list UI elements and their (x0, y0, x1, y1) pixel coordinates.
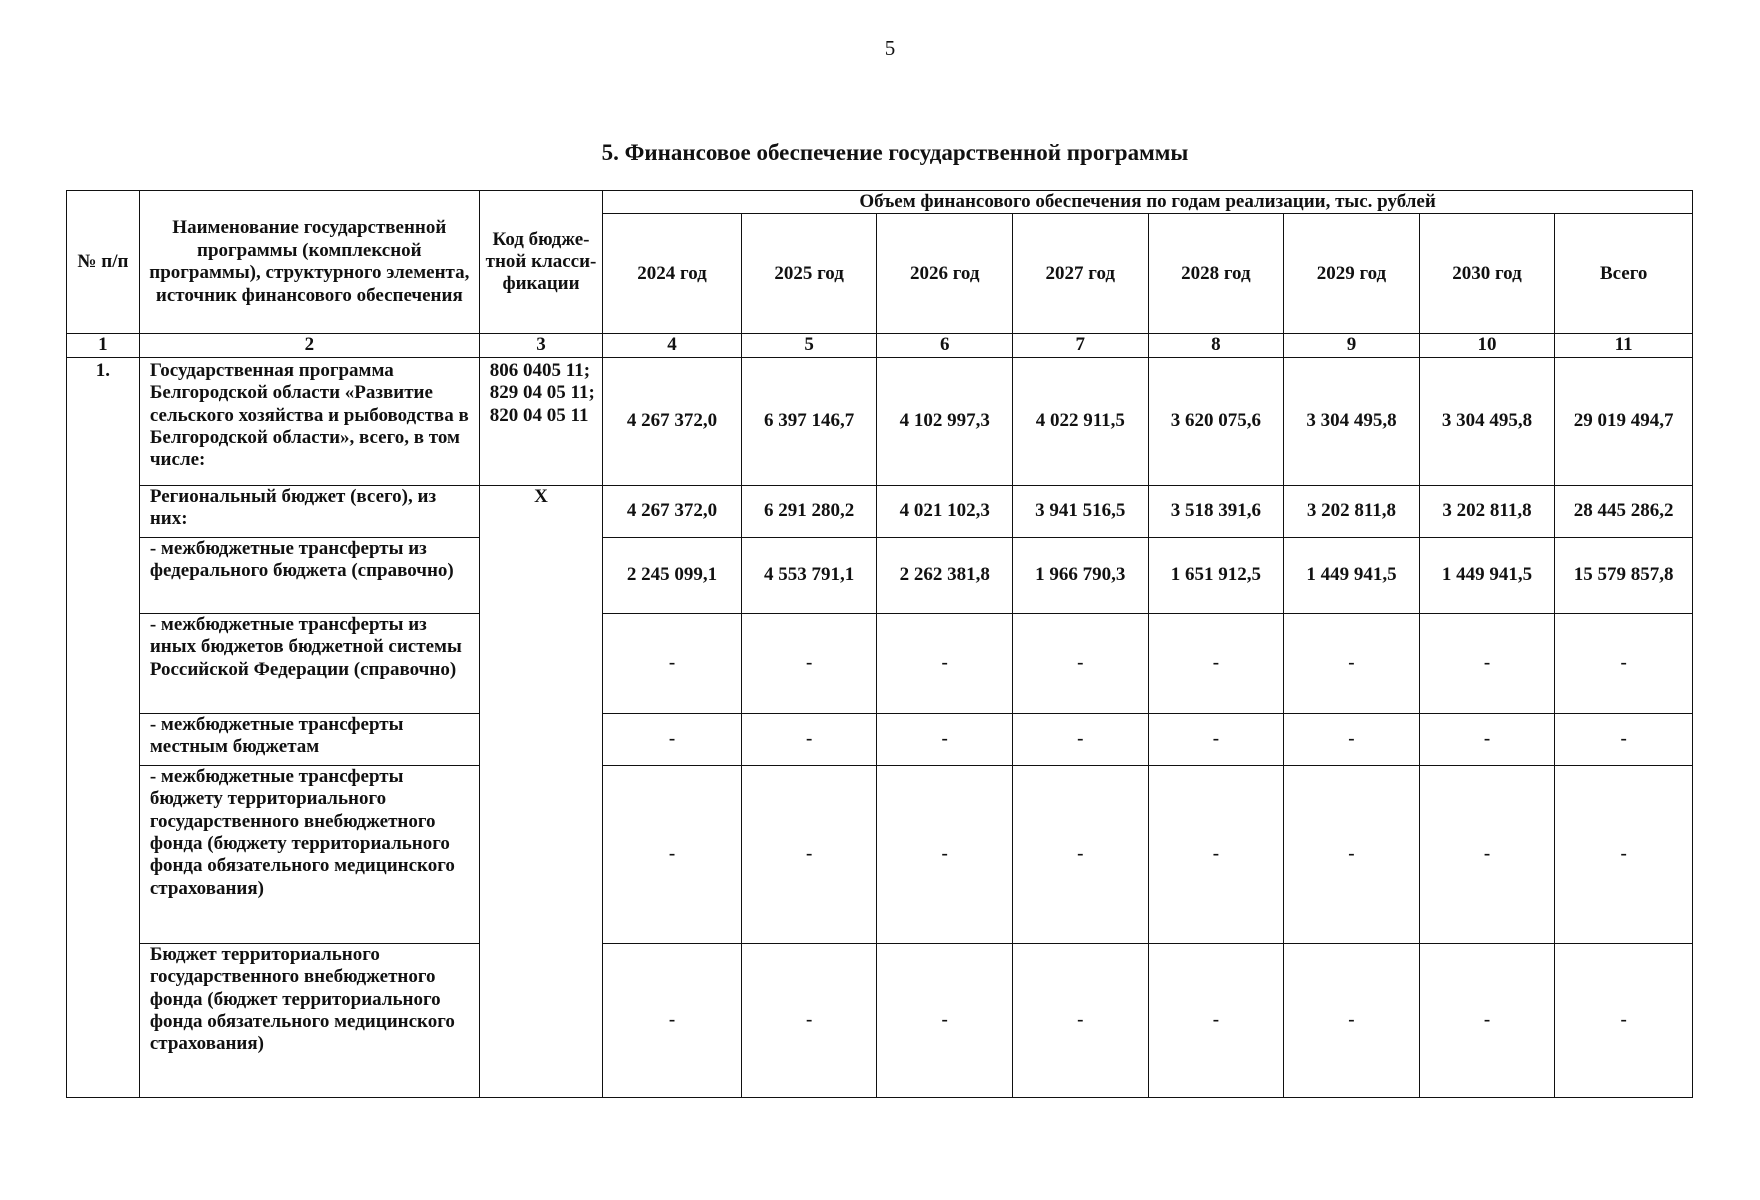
value-cell: 3 304 495,8 (1419, 357, 1555, 485)
column-number: 8 (1148, 334, 1284, 357)
value-cell: - (1419, 613, 1555, 713)
value-cell: - (1419, 943, 1555, 1097)
header-year: 2027 год (1013, 214, 1149, 334)
value-cell: 3 518 391,6 (1148, 485, 1284, 537)
row-code: Х (479, 485, 602, 1097)
value-cell: 29 019 494,7 (1555, 357, 1693, 485)
value-cell: 4 267 372,0 (603, 357, 742, 485)
column-number: 3 (479, 334, 602, 357)
value-cell: - (1555, 943, 1693, 1097)
value-cell: - (741, 613, 877, 713)
value-cell: 1 651 912,5 (1148, 537, 1284, 613)
value-cell: 1 449 941,5 (1284, 537, 1420, 613)
header-year: 2029 год (1284, 214, 1420, 334)
header-code: Код бюдже-тной класси-фикации (479, 191, 602, 334)
row-name: - межбюджетные трансферты из федерального бюджета (справочно) (139, 537, 479, 613)
value-cell: 1 966 790,3 (1013, 537, 1149, 613)
value-cell: - (1013, 765, 1149, 943)
value-cell: - (1148, 765, 1284, 943)
value-cell: - (741, 713, 877, 765)
table-row (67, 357, 1693, 485)
header-year: 2026 год (877, 214, 1013, 334)
row-name: Региональный бюджет (всего), из них: (139, 485, 479, 537)
value-cell: - (877, 943, 1013, 1097)
table-row (67, 613, 1693, 713)
value-cell: - (1013, 943, 1149, 1097)
row-name: - межбюджетные трансферты местным бюджетам (139, 713, 479, 765)
value-cell: - (603, 943, 742, 1097)
value-cell: - (1555, 613, 1693, 713)
value-cell: 6 291 280,2 (741, 485, 877, 537)
value-cell: 15 579 857,8 (1555, 537, 1693, 613)
value-cell: 28 445 286,2 (1555, 485, 1693, 537)
header-year: 2028 год (1148, 214, 1284, 334)
column-number: 9 (1284, 334, 1420, 357)
table-row (67, 713, 1693, 765)
value-cell: 3 202 811,8 (1419, 485, 1555, 537)
value-cell: - (1284, 613, 1420, 713)
row-name: - межбюджетные трансферты бюджету территориального государственного внебюджетного фонда (бюджету территориального фонда обязательного медицинского страхования) (139, 765, 479, 943)
value-cell: - (1419, 713, 1555, 765)
value-cell: - (1013, 613, 1149, 713)
value-cell: - (1284, 713, 1420, 765)
value-cell: 3 620 075,6 (1148, 357, 1284, 485)
column-number: 11 (1555, 334, 1693, 357)
value-cell: - (741, 765, 877, 943)
value-cell: - (1148, 613, 1284, 713)
value-cell: 3 202 811,8 (1284, 485, 1420, 537)
value-cell: - (877, 713, 1013, 765)
value-cell: - (1555, 765, 1693, 943)
value-cell: 4 553 791,1 (741, 537, 877, 613)
value-cell: - (603, 765, 742, 943)
table-row (67, 765, 1693, 943)
column-number: 4 (603, 334, 742, 357)
value-cell: - (1148, 943, 1284, 1097)
financing-table (66, 190, 1693, 1098)
page-title: 5. Финансовое обеспечение государственной программы (601, 140, 1189, 165)
column-number: 10 (1419, 334, 1555, 357)
value-cell: - (1284, 765, 1420, 943)
page-number: 5 (884, 36, 896, 60)
value-cell: - (741, 943, 877, 1097)
row-name: Государственная программа Белгородской области «Развитие сельского хозяйства и рыбоводства в Белгородской области», всего, в том числе: (139, 357, 479, 485)
value-cell: - (1555, 713, 1693, 765)
column-number: 7 (1013, 334, 1149, 357)
value-cell: - (603, 613, 742, 713)
value-cell: - (877, 613, 1013, 713)
header-num: № п/п (67, 191, 140, 334)
value-cell: 2 262 381,8 (877, 537, 1013, 613)
value-cell: 3 941 516,5 (1013, 485, 1149, 537)
value-cell: - (1148, 713, 1284, 765)
value-cell: 4 021 102,3 (877, 485, 1013, 537)
column-number: 1 (67, 334, 140, 357)
value-cell: 4 267 372,0 (603, 485, 742, 537)
column-number: 6 (877, 334, 1013, 357)
header-total: Всего (1555, 214, 1693, 334)
value-cell: 6 397 146,7 (741, 357, 877, 485)
row-code: 806 0405 11; 829 04 05 11; 820 04 05 11 (479, 357, 602, 485)
value-cell: 4 102 997,3 (877, 357, 1013, 485)
table-row (67, 485, 1693, 537)
value-cell: 4 022 911,5 (1013, 357, 1149, 485)
header-name: Наименование государственной программы (комплексной программы), структурного элемента, источник финансового обеспечения (139, 191, 479, 334)
value-cell: - (1284, 943, 1420, 1097)
value-cell: - (603, 713, 742, 765)
value-cell: 3 304 495,8 (1284, 357, 1420, 485)
table-row (67, 943, 1693, 1097)
column-number: 5 (741, 334, 877, 357)
value-cell: 2 245 099,1 (603, 537, 742, 613)
header-year: 2025 год (741, 214, 877, 334)
value-cell: 1 449 941,5 (1419, 537, 1555, 613)
header-volume: Объем финансового обеспечения по годам реализации, тыс. рублей (603, 191, 1693, 214)
header-year: 2024 год (603, 214, 742, 334)
row-number: 1. (67, 357, 140, 1097)
value-cell: - (1013, 713, 1149, 765)
column-number: 2 (139, 334, 479, 357)
value-cell: - (877, 765, 1013, 943)
table-row (67, 537, 1693, 613)
value-cell: - (1419, 765, 1555, 943)
row-name: Бюджет территориального государственного внебюджетного фонда (бюджет территориального фонда обязательного медицинского страхования) (139, 943, 479, 1097)
row-name: - межбюджетные трансферты из иных бюджетов бюджетной системы Российской Федерации (справочно) (139, 613, 479, 713)
header-year: 2030 год (1419, 214, 1555, 334)
